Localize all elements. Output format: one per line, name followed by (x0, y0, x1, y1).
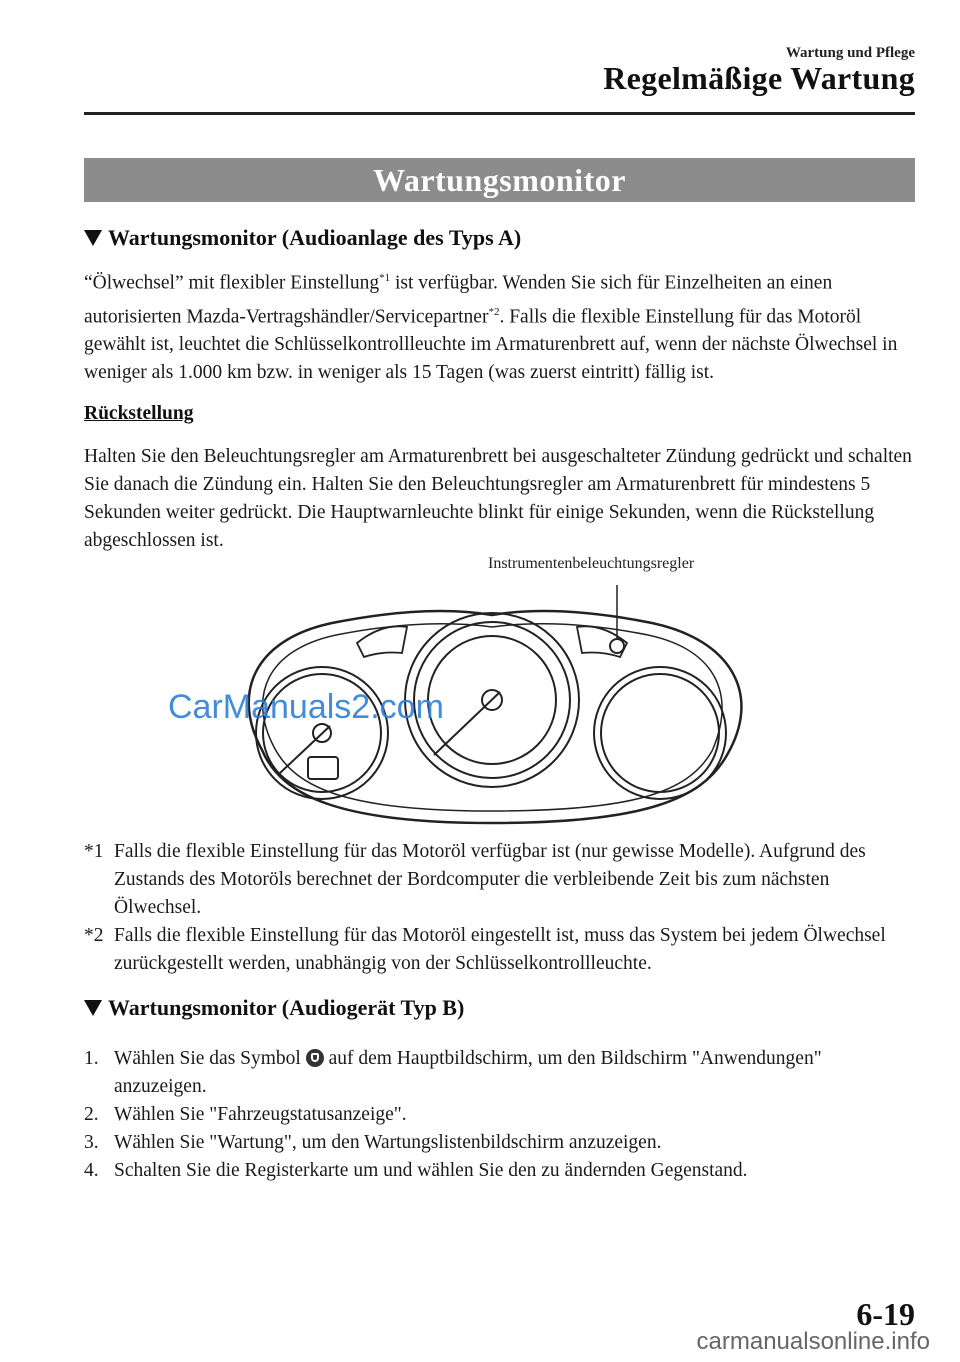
page-number: 6-19 (856, 1296, 915, 1332)
left-gauge-needle (280, 726, 330, 773)
reset-heading: Rückstellung (84, 403, 194, 424)
step-item (84, 1101, 915, 1129)
triangle-bullet-icon (84, 1000, 102, 1016)
section-b-heading-text: Wartungsmonitor (Audiogerät Typ B) (108, 995, 465, 1020)
step-text: Wählen Sie "Wartung", um den Wartungslistenbildschirm anzuzeigen. (114, 1132, 662, 1153)
section-a-heading-text: Wartungsmonitor (Audioanlage des Typs A) (108, 225, 522, 250)
header-chapter: Wartung und Pflege (785, 45, 915, 61)
intro-part-3: . Falls die flexible Einstellung für das Motoröl gewählt ist, leuchtet die Schlüsselkontrollleuchte im Armaturenbrett auf, wenn der nächste Ölwechsel in weniger als 1.000 km bzw. in weniger als 15 Tagen (was zuerst eintritt) fällig ist. (84, 306, 898, 383)
step-item (84, 1129, 915, 1157)
reset-text: Halten Sie den Beleuchtungsregler am Armaturenbrett bei ausgeschalteter Zündung gedrückt und schalten Sie danach die Zündung ein. Halten Sie den Beleuchtungsregler am Armaturenbrett für mindestens 5 Sekunden weiter gedrückt. Die Hauptwarnleuchte blinkt für einige Sekunden, wenn die Rückstellung abgeschlossen ist. (84, 446, 912, 551)
footnote-2 (84, 922, 915, 978)
center-gauge-needle (434, 692, 500, 755)
step-text: Wählen Sie "Fahrzeugstatusanzeige". (114, 1104, 407, 1125)
intro-part-2: ist verfügbar. Wenden Sie sich für Einzelheiten an einen autorisierten Mazda-Vertragshändler/Servicepartner (84, 272, 833, 327)
section-b-heading (84, 995, 464, 1021)
step-text: Schalten Sie die Registerkarte um und wählen Sie den zu ändernden Gegenstand. (114, 1160, 748, 1181)
step-item (84, 1157, 915, 1185)
step-number: 2. (84, 1104, 99, 1125)
step-number: 3. (84, 1132, 99, 1153)
triangle-bullet-icon (84, 230, 102, 246)
callout-label: Instrumentenbeleuchtungsregler (488, 555, 695, 572)
apps-icon (306, 1049, 324, 1067)
footnotes (84, 838, 915, 978)
left-warning-lamp (357, 626, 407, 657)
illumination-knob (610, 639, 624, 653)
footnote-ref-1: *1 (379, 272, 391, 284)
left-gauge-display (308, 757, 338, 779)
footnote-ref-2: *2 (488, 305, 500, 318)
footnote-1 (84, 838, 915, 922)
footer-site-link[interactable]: carmanualsonline.info (696, 1328, 930, 1355)
intro-part-1: “Ölwechsel” mit flexibler Einstellung (84, 272, 380, 294)
step-number: 1. (84, 1048, 99, 1069)
watermark: CarManuals2.com (168, 688, 444, 726)
header-section: Regelmäßige Wartung (603, 60, 915, 96)
section-a-heading (84, 225, 521, 251)
step-text (114, 1045, 915, 1101)
footnote-text: Falls die flexible Einstellung für das Motoröl verfügbar ist (nur gewisse Modelle). Aufgrund des Zustands des Motoröls berechnet der Bordcomputer die verbleibende Zeit bis zum nächsten Ölwechsel. (114, 841, 866, 918)
page-title: Wartungsmonitor (84, 158, 915, 202)
step-text-before-icon: Wählen Sie das Symbol (114, 1048, 306, 1069)
steps-list (84, 1045, 915, 1185)
step-number: 4. (84, 1160, 99, 1181)
step-text-after-icon: auf dem Hauptbildschirm, um den Bildschirm "Anwendungen" anzuzeigen. (114, 1048, 822, 1097)
step-item (84, 1045, 915, 1101)
footnote-text: Falls die flexible Einstellung für das Motoröl eingestellt ist, muss das System bei jedem Ölwechsel zurückgestellt werden, unabhängig von der Schlüsselkontrollleuchte. (114, 925, 886, 974)
right-gauge (594, 667, 726, 799)
header-rule (84, 112, 915, 115)
footnote-mark: *2 (84, 925, 104, 946)
section-a-intro (84, 264, 915, 387)
footnote-mark: *1 (84, 841, 104, 862)
